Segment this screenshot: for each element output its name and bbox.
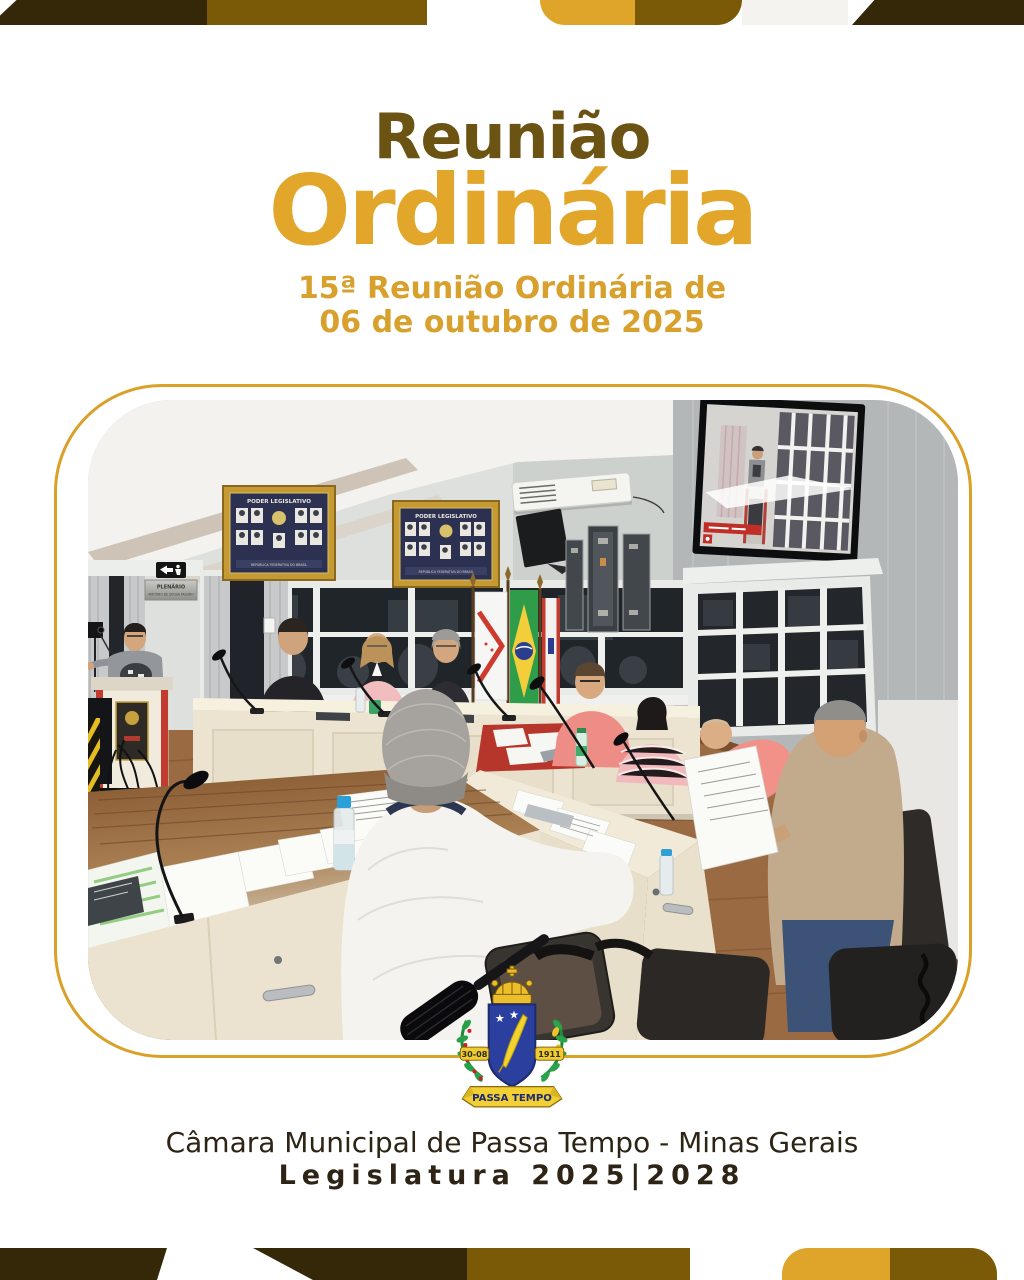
crest-banner (462, 1087, 561, 1107)
top-bar-offwhite (742, 0, 848, 25)
passa-tempo-coat-of-arms (436, 964, 588, 1116)
title-line-small: Reunião (373, 100, 651, 173)
scroll-date-left: 30-08 (461, 1049, 488, 1060)
legislative-frame-right (393, 501, 499, 587)
footer-legislature: Legislatura 2025|2028 (278, 1160, 746, 1191)
light-switch (264, 618, 275, 633)
bottom-bar-dark-mid (253, 1248, 467, 1280)
frame-subtitle: REPÚBLICA FEDERATIVA DO BRASIL (250, 563, 308, 567)
plaque-line-1: PLENÁRIO (156, 584, 186, 591)
crest-crown (492, 966, 533, 1003)
legislative-frame-left (223, 486, 335, 580)
session-tv-screen (692, 400, 865, 562)
honor-plaques (566, 526, 650, 632)
subtitle (0, 272, 1024, 339)
scroll-date-right: 1911 (538, 1049, 561, 1060)
hazard-stripe-post (88, 718, 100, 802)
council-session-photo (88, 400, 958, 1040)
bottom-bar-olive-right (890, 1248, 997, 1280)
subtitle-line-2: 06 de outubro de 2025 (319, 304, 705, 340)
drawer-keyhole (653, 889, 660, 896)
top-bar-olive-center (635, 0, 742, 25)
banner-text: PASSA TEMPO (472, 1092, 552, 1104)
crest-shield (489, 1005, 536, 1087)
council-chamber-scene (88, 400, 958, 1040)
bottom-bar-gold-right (782, 1248, 890, 1280)
top-bar-dark-right (852, 0, 1024, 25)
drawer-keyhole-left (274, 956, 282, 964)
plenary-name-plaque (145, 580, 197, 600)
bottom-bar-olive-mid (467, 1248, 690, 1280)
shield-star-2: ★ (509, 1008, 520, 1022)
subtitle-line-1: 15ª Reunião Ordinária de (297, 271, 727, 306)
top-bar-gold-center (540, 0, 635, 25)
emergency-exit-sign (156, 562, 186, 578)
frame-title: PODER LEGISLATIVO (415, 514, 477, 520)
footer-institution: Câmara Municipal de Passa Tempo - Minas Gerais (165, 1126, 859, 1159)
bottom-bar-dark-left (0, 1248, 167, 1280)
shield-star-1: ★ (494, 1011, 505, 1025)
brazil-flag (510, 590, 538, 712)
plaque-line-2: ANTÔNIO DE SOUSA FALEIRO (148, 592, 194, 597)
title-line-large: Ordinária (268, 154, 756, 267)
frame-title: PODER LEGISLATIVO (246, 499, 312, 505)
minas-gerais-flag (475, 592, 507, 700)
frame-emblem (272, 511, 286, 525)
svg-text:REPÚBLICA FEDERATIVA DO BRASIL: REPÚBLICA FEDERATIVA DO BRASIL (418, 570, 474, 574)
top-bar-dark-left (0, 0, 207, 25)
top-bar-olive-left (207, 0, 427, 25)
